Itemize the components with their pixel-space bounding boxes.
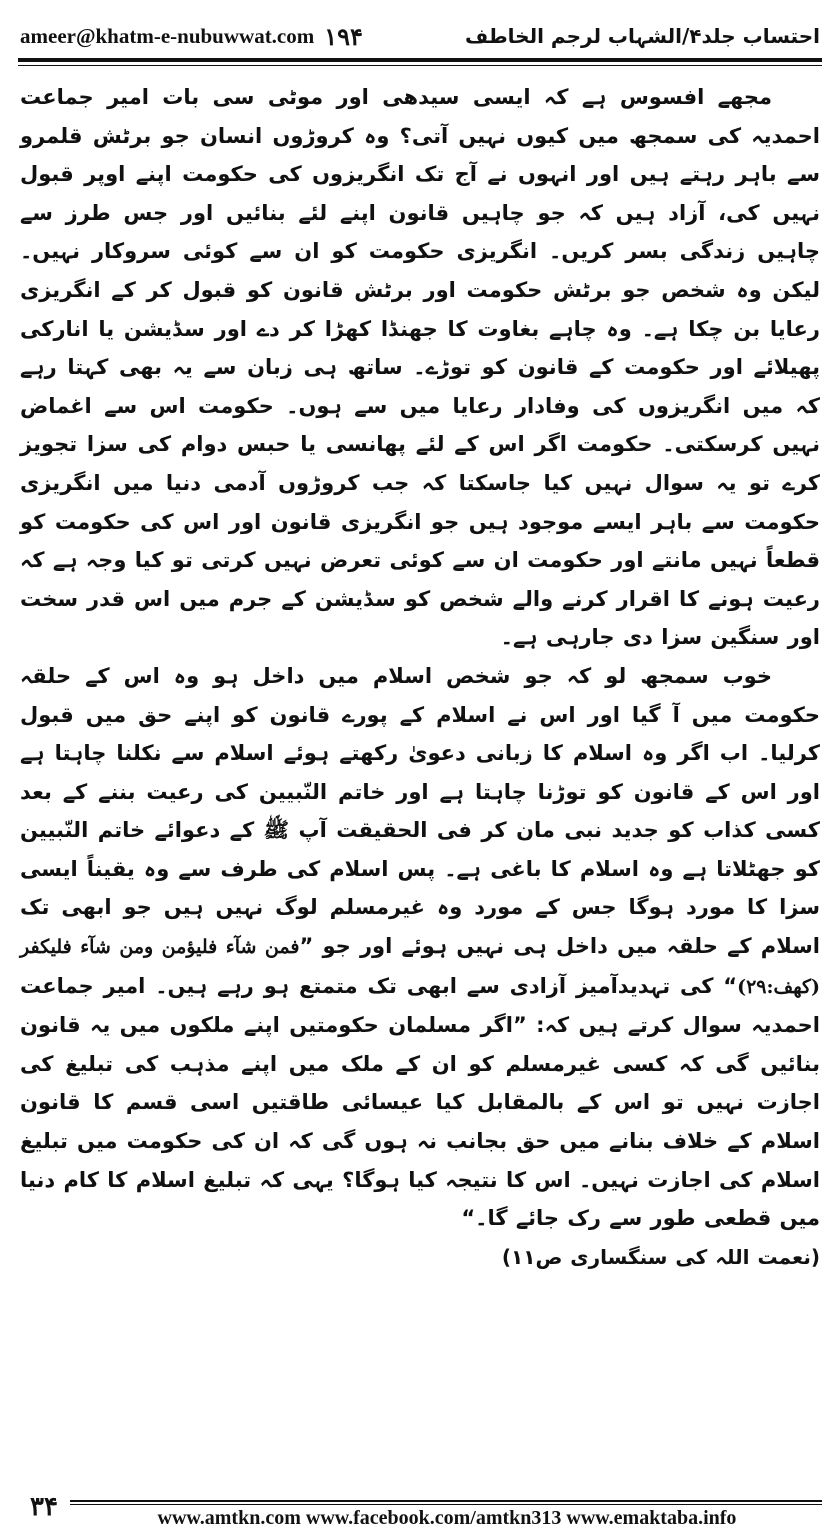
page-body — [20, 78, 820, 1488]
header-page-number: ۱۹۴ — [324, 21, 363, 51]
header-left — [20, 22, 363, 51]
paragraph-2-after: “ کی تہدیدآمیز آزادی سے ابھی تک متمتع ہو رہے ہیں۔ امیر جماعت احمدیہ سوال کرتے ہیں کہ: ”اگر مسلمان حکومتیں اپنے ملکوں میں یہ قانون بنائیں گی کہ کسی غیرمسلم کو ان کے ملک میں اپنے مذہب کی تبلیغ کی اجازت نہیں تو اس کے بالمقابل کیا عیسائی طاقتیں اسی قسم کا قانون اسلام کے خلاف بنانے میں حق بجانب نہ ہوں گی کہ ان کی حکومت میں تبلیغ اسلام کی اجازت نہیں۔ اس کا نتیجہ کیا ہوگا؟ یہی کہ تبلیغ اسلام کا کام دنیا میں قطعی طور سے رک جائے گا۔“ — [20, 973, 820, 1231]
footer-rule-thin — [70, 1504, 822, 1505]
paragraph-1: مجھے افسوس ہے کہ ایسی سیدھی اور موٹی سی بات امیر جماعت احمدیہ کی سمجھ میں کیوں نہیں آتی؟ وہ کروڑوں انسان جو برٹش قلمرو سے باہر رہتے ہیں اور انہوں نے آج تک انگریزوں کی حکومت اپنے اوپر قبول نہیں کی، آزاد ہیں کہ جو چاہیں قانون اپنے لئے بنائیں اور جس طرز سے چاہیں زندگی بسر کریں۔ انگریزی حکومت کو ان سے کوئی سروکار نہیں۔ لیکن وہ شخص جو برٹش حکومت اور برٹش قانون کو قبول کر کے انگریزی رعایا بن چکا ہے۔ وہ چاہے بغاوت کا جھنڈا کھڑا کر دے اور سڈیشن یا انارکی پھیلائے اور حکومت کے قانون کو توڑے۔ ساتھ ہی زبان سے یہ بھی کہتا رہے کہ میں انگریزوں کی وفادار رعایا میں سے ہوں۔ حکومت اس سے اغماض نہیں کرسکتی۔ حکومت اگر اس کے لئے پھانسی یا حبس دوام کی سزا تجویز کرے تو یہ سوال نہیں کیا جاسکتا کہ جب کروڑوں آدمی دنیا میں انگریزی حکومت سے باہر ایسے موجود ہیں جو انگریزی قانون اور اس کی حکومت کو قطعاً نہیں مانتے اور حکومت ان سے کوئی تعرض نہیں کرتی تو کیا وجہ ہے کہ رعیت ہونے کا اقرار کرنے والے شخص کو سڈیشن کے جرم میں اس قدر سخت اور سنگین سزا دی جارہی ہے۔ — [20, 85, 820, 650]
quran-citation: فمن شآء فلیؤمن ومن شآء فلیکفر (کھف:۲۹) — [20, 936, 820, 998]
paragraph-2 — [20, 657, 820, 1238]
footer-rule — [70, 1500, 822, 1502]
footer-urls[interactable]: www.amtkn.com www.facebook.com/amtkn313 www.emaktaba.info — [157, 1507, 737, 1529]
source-reference: (نعمت اللہ کی سنگساری ص۱۱) — [501, 1244, 820, 1269]
header-title: احتساب جلد۴/الشہاب لرجم الخاطف — [465, 24, 820, 48]
header-rule-thin — [18, 65, 822, 66]
header-rule — [18, 58, 822, 62]
header-email[interactable]: ameer@khatm-e-nubuwwat.com — [20, 23, 315, 48]
page-header — [20, 18, 820, 54]
footer-page-number: ۳۴ — [30, 1492, 58, 1522]
paragraph-2-before: خوب سمجھ لو کہ جو شخص اسلام میں داخل ہو وہ اس کے حلقہ حکومت میں آ گیا اور اس نے اسلام کے پورے قانون کو اپنے حق میں قبول کرلیا۔ اب اگر وہ اسلام کا زبانی دعویٰ رکھتے ہوئے اسلام سے نکلنا چاہتا ہے اور اس کے قانون کو توڑنا چاہتا ہے اور خاتم النّبیین کی رعیت بننے کے بعد کسی کذاب کو جدید نبی مان کر فی الحقیقت آپ ﷺ کے دعوائے خاتم النّبیین کو جھٹلاتا ہے وہ اسلام کا باغی ہے۔ پس اسلام کی طرف سے وہ یقیناً ایسی سزا کا مورد ہوگا جس کے مورد وہ غیرمسلم لوگ نہیں ہیں جو ابھی تک اسلام کے حلقہ میں داخل ہی نہیں ہوئے اور جو ” — [20, 663, 820, 959]
